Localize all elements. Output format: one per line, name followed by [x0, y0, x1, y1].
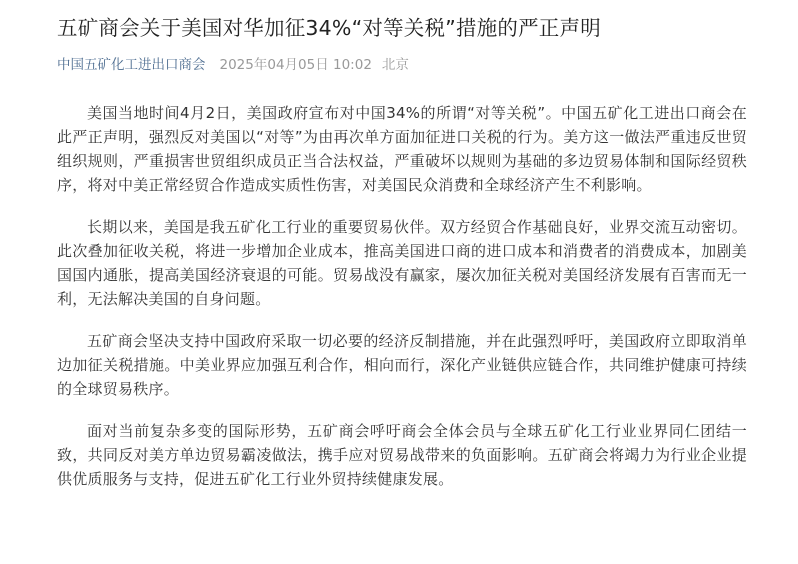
article-title: 五矿商会关于美国对华加征34%“对等关税”措施的严正声明 — [57, 16, 601, 40]
article-location: 北京 — [381, 57, 409, 73]
article-paragraph: 面对当前复杂多变的国际形势，五矿商会呼吁商会全体会员与全球五矿化工行业业界同仁团结一致，共同反对美方单边贸易霸凌做法，携手应对贸易战带来的负面影响。五矿商会将竭力为行业企业提供优质服务与支持，促进五矿化工行业外贸持续健康发展。 — [57, 422, 747, 488]
article-source[interactable]: 中国五矿化工进出口商会 — [57, 57, 206, 73]
article — [57, 0, 747, 509]
article-body — [57, 101, 747, 491]
article-paragraph: 长期以来，美国是我五矿化工行业的重要贸易伙伴。双方经贸合作基础良好，业界交流互动密切。此次叠加征收关税，将进一步增加企业成本，推高美国进口商的进口成本和消费者的消费成本，加剧美国国内通胀，提高美国经济衰退的可能。贸易战没有赢家，屡次加征关税对美国经济发展有百害而无一利，无法解决美国的自身问题。 — [57, 218, 747, 308]
article-time: 2025年04月05日 10:02 — [219, 57, 372, 73]
article-paragraph: 五矿商会坚决支持中国政府采取一切必要的经济反制措施，并在此强烈呼吁，美国政府立即取消单边加征关税措施。中美业界应加强互利合作，相向而行，深化产业链供应链合作，共同维护健康可持续的全球贸易秩序。 — [57, 332, 747, 398]
article-meta — [57, 56, 747, 74]
article-paragraph: 美国当地时间4月2日，美国政府宣布对中国34%的所谓“对等关税”。中国五矿化工进出口商会在此严正声明，强烈反对美国以“对等”为由再次单方面加征进口关税的行为。美方这一做法严重违反世贸组织规则，严重损害世贸组织成员正当合法权益，严重破坏以规则为基础的多边贸易体制和国际经贸秩序，将对中美正常经贸合作造成实质性伤害，对美国民众消费和全球经济产生不利影响。 — [57, 104, 747, 194]
